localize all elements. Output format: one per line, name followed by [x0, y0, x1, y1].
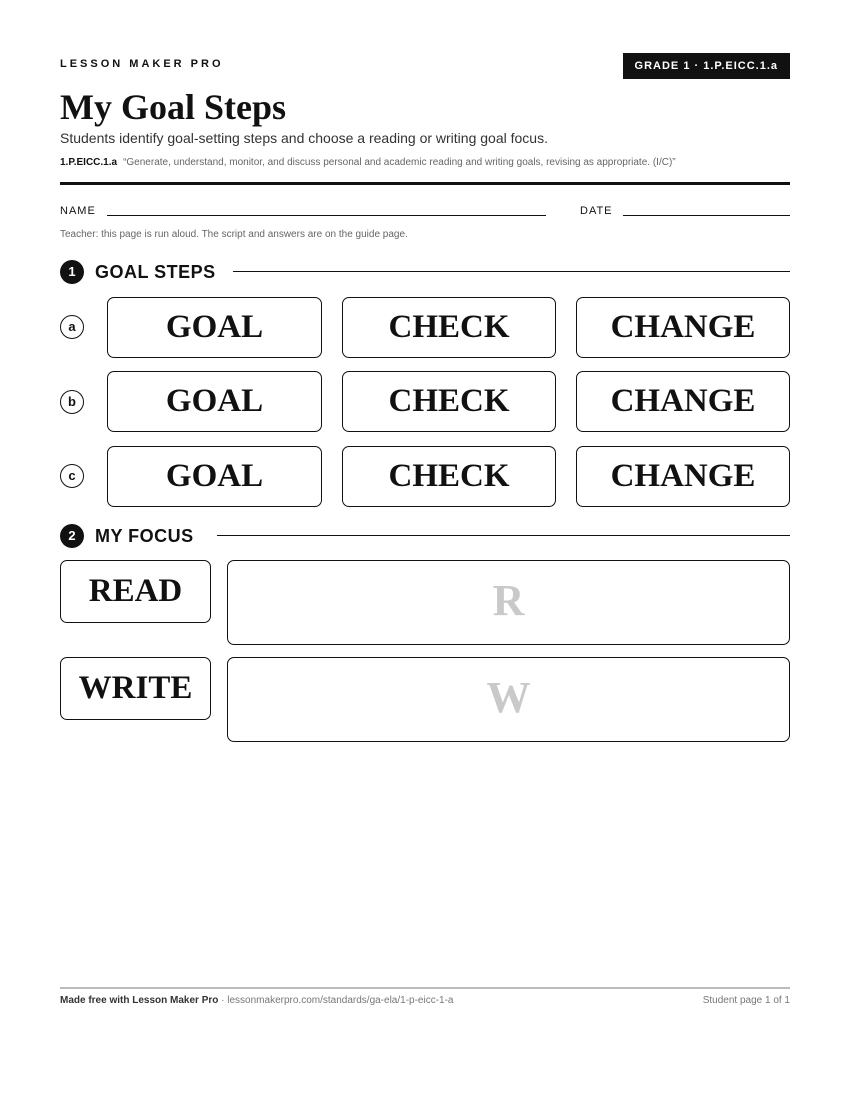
- trace-letter: R: [492, 576, 525, 625]
- trace-letter: W: [486, 673, 531, 722]
- standard-code: 1.P.EICC.1.a: [60, 157, 118, 168]
- word-box-check[interactable]: CHECK: [342, 446, 556, 507]
- footer-page-number: Student page 1 of 1: [702, 995, 790, 1006]
- section-number-badge: 2: [60, 524, 84, 548]
- focus-label-read[interactable]: READ: [60, 560, 211, 623]
- section-title: GOAL STEPS: [95, 262, 216, 282]
- section-number-badge: 1: [60, 260, 84, 284]
- grade-badge: GRADE 1 · 1.P.EICC.1.a: [623, 53, 790, 79]
- teacher-note: Teacher: this page is run aloud. The script and answers are on the guide page.: [60, 229, 408, 240]
- word-box-check[interactable]: CHECK: [342, 297, 556, 358]
- word-box-check[interactable]: CHECK: [342, 371, 556, 432]
- footer-made-with: Made free with Lesson Maker Pro: [60, 995, 219, 1006]
- word-box-change[interactable]: CHANGE: [576, 297, 790, 358]
- word-box-change[interactable]: CHANGE: [576, 446, 790, 507]
- word-box-goal[interactable]: GOAL: [107, 297, 322, 358]
- word-box-change[interactable]: CHANGE: [576, 371, 790, 432]
- date-field[interactable]: [623, 215, 790, 216]
- footer-divider: [60, 987, 790, 989]
- standard-line: [60, 157, 676, 168]
- worksheet-page: [60, 0, 790, 1100]
- header-divider: [60, 182, 790, 185]
- section-title: MY FOCUS: [95, 526, 194, 546]
- brand-name: LESSON MAKER PRO: [60, 58, 224, 70]
- name-label: NAME: [60, 205, 96, 217]
- section-rule: [233, 271, 790, 272]
- section-rule: [217, 535, 790, 536]
- standard-text: “Generate, understand, monitor, and discuss personal and academic reading and writing goals, revising as appropriate. (I/C)”: [123, 157, 676, 168]
- row-letter-c: c: [60, 464, 84, 488]
- section-my-focus: [60, 523, 790, 549]
- word-box-goal[interactable]: GOAL: [107, 371, 322, 432]
- date-label: DATE: [580, 205, 613, 217]
- page-subtitle: Students identify goal-setting steps and choose a reading or writing goal focus.: [60, 130, 548, 146]
- focus-field-write[interactable]: [227, 657, 790, 742]
- name-field[interactable]: [107, 215, 546, 216]
- footer-url[interactable]: · lessonmakerpro.com/standards/ga-ela/1-p-eicc-1-a: [218, 995, 454, 1006]
- focus-field-read[interactable]: [227, 560, 790, 645]
- page-title: My Goal Steps: [60, 87, 287, 127]
- footer-credit: [60, 995, 454, 1006]
- word-box-goal[interactable]: GOAL: [107, 446, 322, 507]
- row-letter-b: b: [60, 390, 84, 414]
- row-letter-a: a: [60, 315, 84, 339]
- focus-label-write[interactable]: WRITE: [60, 657, 211, 720]
- section-goal-steps: [60, 259, 790, 285]
